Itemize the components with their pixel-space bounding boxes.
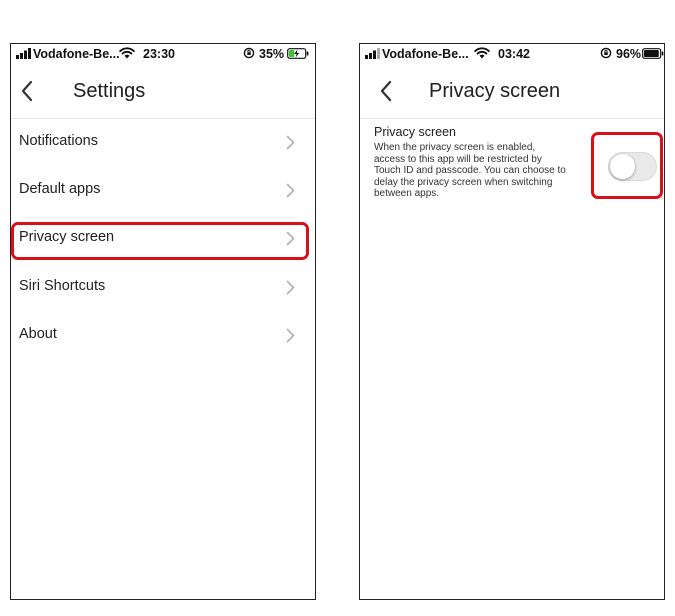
chevron-right-icon bbox=[286, 328, 295, 343]
status-time: 23:30 bbox=[143, 47, 175, 61]
chevron-right-icon bbox=[286, 231, 295, 246]
settings-item-about[interactable] bbox=[11, 312, 315, 360]
battery-percentage: 35% bbox=[259, 47, 285, 61]
settings-item-label: Privacy screen bbox=[19, 229, 115, 246]
page-title: Settings bbox=[73, 80, 146, 102]
nav-header bbox=[360, 64, 664, 119]
setting-description-line: between apps. bbox=[374, 188, 440, 200]
setting-description-line: access to this app will be restricted by bbox=[374, 153, 542, 165]
orientation-lock-icon bbox=[600, 47, 612, 59]
orientation-lock-icon bbox=[243, 47, 255, 59]
cellular-signal-icon bbox=[365, 48, 381, 59]
setting-description-line: Touch ID and passcode. You can choose to bbox=[374, 165, 566, 177]
status-bar bbox=[11, 44, 315, 64]
settings-item-privacy-screen[interactable] bbox=[11, 215, 315, 263]
settings-item-notifications[interactable] bbox=[11, 119, 315, 167]
wifi-icon bbox=[474, 47, 490, 59]
status-time: 03:42 bbox=[498, 47, 530, 61]
settings-item-label: Notifications bbox=[19, 133, 98, 149]
carrier-name: Vodafone-Be... bbox=[382, 47, 469, 61]
toggle-knob bbox=[610, 154, 635, 179]
carrier-name: Vodafone-Be... bbox=[33, 47, 120, 61]
chevron-right-icon bbox=[286, 135, 295, 150]
back-chevron-icon[interactable] bbox=[378, 80, 394, 102]
settings-item-label: Default apps bbox=[19, 181, 101, 198]
cellular-signal-icon bbox=[16, 48, 32, 59]
settings-item-default-apps[interactable] bbox=[11, 167, 315, 215]
settings-list bbox=[11, 119, 315, 360]
battery-icon bbox=[642, 48, 664, 59]
settings-item-label: Siri Shortcuts bbox=[19, 277, 106, 294]
setting-title: Privacy screen bbox=[374, 125, 456, 139]
chevron-right-icon bbox=[286, 280, 295, 295]
back-chevron-icon[interactable] bbox=[19, 80, 35, 102]
page-title: Privacy screen bbox=[429, 80, 561, 102]
chevron-right-icon bbox=[286, 183, 295, 198]
nav-header bbox=[11, 64, 315, 119]
settings-item-siri-shortcuts[interactable] bbox=[11, 264, 315, 312]
settings-item-label: About bbox=[19, 325, 57, 342]
wifi-icon bbox=[119, 47, 135, 59]
privacy-screen-setting bbox=[374, 125, 599, 200]
settings-screen bbox=[10, 43, 316, 600]
battery-percentage: 96% bbox=[616, 47, 642, 61]
privacy-screen-screen bbox=[359, 43, 665, 600]
status-bar bbox=[360, 44, 664, 64]
setting-description bbox=[374, 142, 599, 200]
setting-description-line: delay the privacy screen when switching bbox=[374, 176, 553, 188]
privacy-screen-toggle[interactable] bbox=[608, 152, 657, 181]
battery-charging-icon bbox=[287, 48, 309, 59]
setting-description-line: When the privacy screen is enabled, bbox=[374, 142, 536, 153]
